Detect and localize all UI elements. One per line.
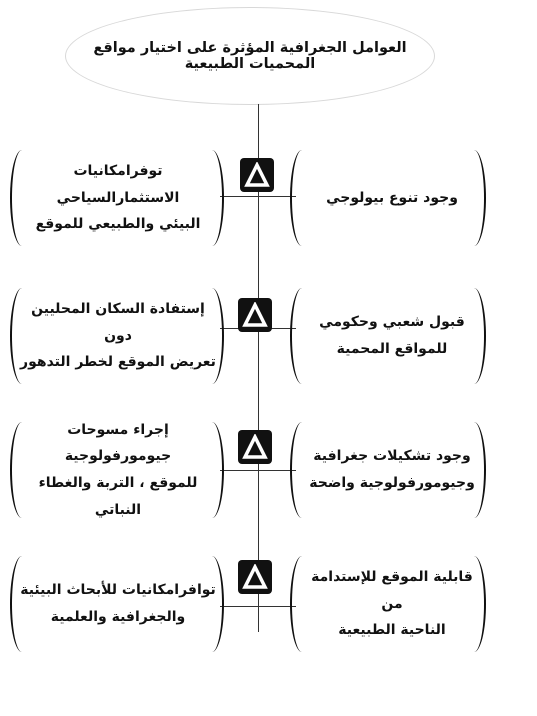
right-factor-text: قابلية الموقع للإستدامة من الناحية الطبيعية <box>311 569 473 639</box>
tent-icon <box>238 430 272 464</box>
tent-icon <box>240 158 274 192</box>
left-factor-text: إجراء مسوحات جيومورفولوجية للموقع ، التربة والغطاء النباتي <box>38 421 198 518</box>
connector-line <box>220 196 296 197</box>
right-factor-text: قبول شعبي وحكومي للمواقع المحمية <box>319 314 465 357</box>
tent-icon <box>238 298 272 332</box>
diagram-title: العوامل الجغرافية المؤثرة على اختيار مواقع المحميات الطبيعية <box>66 8 434 104</box>
left-factor-text: توافرامكانيات للأبحاث البيئية والجغرافية والعلمية <box>20 582 216 625</box>
connector-line <box>220 470 296 471</box>
left-factor-text: توفرامكانيات الاستثمارالسياحي البيئي والطبيعي للموقع <box>35 163 201 233</box>
right-factor-text: وجود تشكيلات جغرافية وجيومورفولوجية واضحة <box>309 448 475 491</box>
right-factor-text: وجود تنوع بيولوجي <box>326 189 458 206</box>
tent-icon <box>238 560 272 594</box>
connector-line <box>220 606 296 607</box>
left-factor-text: إستفادة السكان المحليين دون تعريض الموقع لخطر التدهور <box>20 301 216 371</box>
